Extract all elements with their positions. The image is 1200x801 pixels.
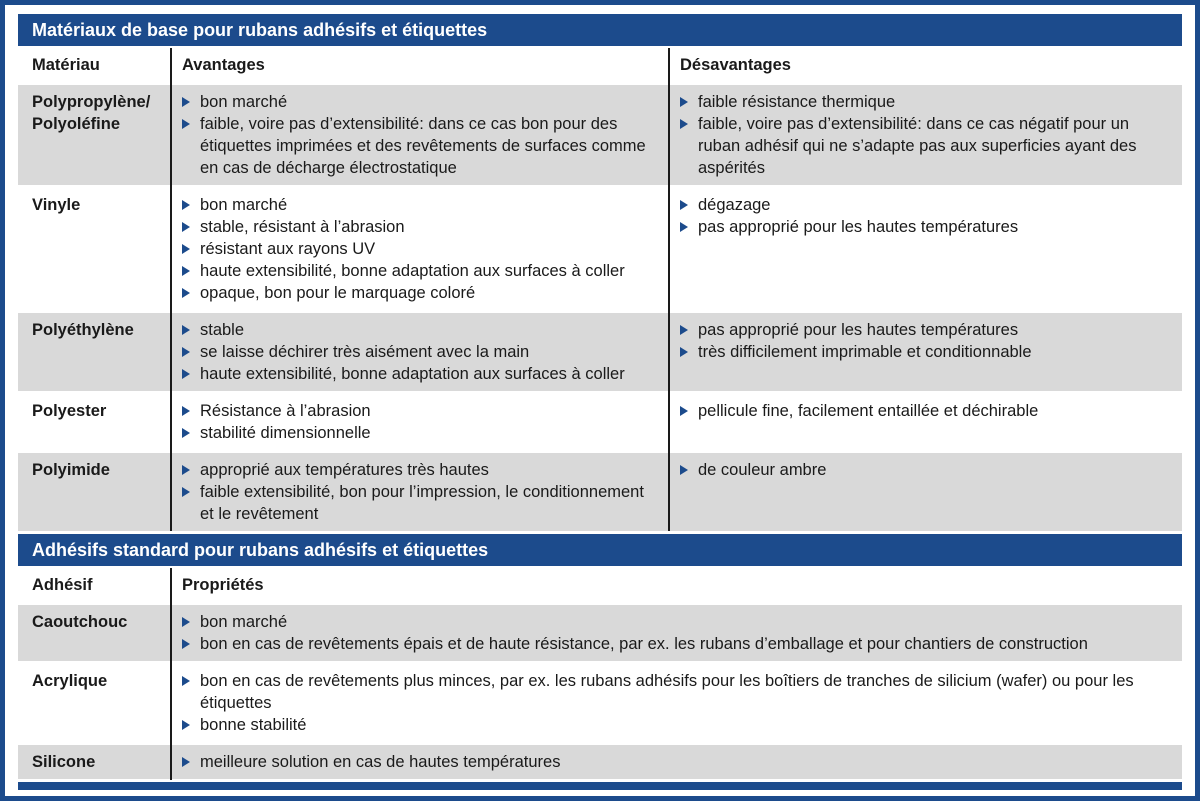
disadvantages-cell <box>668 85 1182 185</box>
bullet-triangle-icon <box>680 325 688 335</box>
disadvantages-cell <box>668 188 1182 310</box>
materials-table-header-row <box>18 48 1182 82</box>
bullet-text: se laisse déchirer très aisément avec la main <box>200 343 530 361</box>
bullet-triangle-icon <box>182 639 190 649</box>
bullet-text: pellicule fine, facilement entaillée et déchirable <box>698 402 1039 420</box>
bullet-text: faible extensibilité, bon pour l’impression, le conditionnement et le revêtement <box>200 483 644 523</box>
advantages-cell <box>170 188 668 310</box>
table-row <box>18 85 1182 185</box>
bullet-triangle-icon <box>182 720 190 730</box>
advantages-cell <box>170 453 668 531</box>
bullet-triangle-icon <box>182 266 190 276</box>
list-item <box>680 216 1172 238</box>
disadvantages-cell <box>668 394 1182 450</box>
bullet-text: meilleure solution en cas de hautes températures <box>200 753 561 771</box>
list-item <box>182 611 1172 633</box>
bullet-text: Résistance à l’abrasion <box>200 402 371 420</box>
list-item <box>182 282 658 304</box>
bullet-triangle-icon <box>182 487 190 497</box>
bullet-text: haute extensibilité, bonne adaptation aux surfaces à coller <box>200 262 625 280</box>
table-row <box>18 394 1182 450</box>
bullet-text: haute extensibilité, bonne adaptation aux surfaces à coller <box>200 365 625 383</box>
column-header-adhesive: Adhésif <box>32 576 93 594</box>
bullet-text: opaque, bon pour le marquage coloré <box>200 284 476 302</box>
column-header-advantages: Avantages <box>182 56 265 74</box>
bullet-text: bon marché <box>200 196 288 214</box>
bullet-text: très difficilement imprimable et conditionnable <box>698 343 1032 361</box>
list-item <box>680 459 1172 481</box>
list-item <box>680 91 1172 113</box>
list-item <box>182 400 658 422</box>
disadvantages-cell <box>668 453 1182 531</box>
bullet-text: faible, voire pas d’extensibilité: dans ce cas bon pour des étiquettes imprimées et des revêtements de surfaces comme en cas de décharge électrostatique <box>200 115 646 177</box>
list-item <box>680 113 1172 179</box>
adhesives-table-header-row <box>18 568 1182 602</box>
bullet-text: de couleur ambre <box>698 461 827 479</box>
bullet-triangle-icon <box>182 325 190 335</box>
table-row <box>18 605 1182 661</box>
list-item <box>182 216 658 238</box>
bullet-triangle-icon <box>182 757 190 767</box>
properties-cell <box>170 664 1182 742</box>
material-name: Polyester <box>32 402 107 420</box>
properties-cell <box>170 745 1182 779</box>
bullet-triangle-icon <box>182 200 190 210</box>
bullet-triangle-icon <box>182 244 190 254</box>
adhesives-table <box>18 534 1182 790</box>
table-bottom-bar <box>18 782 1182 790</box>
bullet-text: approprié aux températures très hautes <box>200 461 489 479</box>
bullet-triangle-icon <box>182 97 190 107</box>
material-name: Vinyle <box>32 196 81 214</box>
material-name: Polyéthylène <box>32 321 134 339</box>
bullet-triangle-icon <box>182 428 190 438</box>
list-item <box>182 670 1172 714</box>
list-item <box>680 400 1172 422</box>
material-name: Polypropylène/ Polyoléfine <box>32 93 151 133</box>
list-item <box>182 341 658 363</box>
bullet-text: bon marché <box>200 613 288 631</box>
bullet-text: résistant aux rayons UV <box>200 240 376 258</box>
bullet-text: faible, voire pas d’extensibilité: dans ce cas négatif pour un ruban adhésif qui ne s’adapte pas aux superficies ayant des aspérités <box>698 115 1137 177</box>
bullet-text: bon en cas de revêtements épais et de haute résistance, par ex. les rubans d’emballage et pour chantiers de construction <box>200 635 1088 653</box>
table-row <box>18 313 1182 391</box>
list-item <box>182 481 658 525</box>
list-item <box>182 751 1172 773</box>
bullet-triangle-icon <box>182 676 190 686</box>
bullet-triangle-icon <box>680 97 688 107</box>
table-row <box>18 188 1182 310</box>
table-row <box>18 453 1182 531</box>
bullet-triangle-icon <box>680 465 688 475</box>
list-item <box>182 459 658 481</box>
bullet-triangle-icon <box>680 119 688 129</box>
bullet-triangle-icon <box>182 617 190 627</box>
bullet-triangle-icon <box>182 347 190 357</box>
material-name: Polyimide <box>32 461 110 479</box>
list-item <box>182 633 1172 655</box>
list-item <box>680 319 1172 341</box>
section-title-materials: Matériaux de base pour rubans adhésifs et étiquettes <box>18 14 1182 46</box>
section-title-adhesives: Adhésifs standard pour rubans adhésifs et étiquettes <box>18 534 1182 566</box>
bullet-triangle-icon <box>182 406 190 416</box>
bullet-triangle-icon <box>182 369 190 379</box>
list-item <box>182 319 658 341</box>
bullet-triangle-icon <box>680 200 688 210</box>
bullet-text: stable, résistant à l’abrasion <box>200 218 405 236</box>
list-item <box>182 363 658 385</box>
list-item <box>680 194 1172 216</box>
disadvantages-cell <box>668 313 1182 391</box>
column-divider <box>668 48 670 531</box>
adhesive-name: Caoutchouc <box>32 613 128 631</box>
bullet-triangle-icon <box>182 465 190 475</box>
list-item <box>182 714 1172 736</box>
column-divider <box>170 568 172 780</box>
bullet-triangle-icon <box>680 406 688 416</box>
adhesive-name: Silicone <box>32 753 96 771</box>
bullet-triangle-icon <box>182 288 190 298</box>
list-item <box>182 91 658 113</box>
column-divider <box>170 48 172 531</box>
bullet-text: pas approprié pour les hautes températures <box>698 321 1019 339</box>
properties-cell <box>170 605 1182 661</box>
table-row <box>18 664 1182 742</box>
advantages-cell <box>170 313 668 391</box>
bullet-text: faible résistance thermique <box>698 93 896 111</box>
advantages-cell <box>170 85 668 185</box>
materials-table <box>18 14 1182 531</box>
bullet-text: bon marché <box>200 93 288 111</box>
bullet-text: pas approprié pour les hautes températures <box>698 218 1019 236</box>
advantages-cell <box>170 394 668 450</box>
bullet-triangle-icon <box>182 222 190 232</box>
list-item <box>182 422 658 444</box>
bullet-triangle-icon <box>680 222 688 232</box>
bullet-text: bonne stabilité <box>200 716 307 734</box>
column-header-disadvantages: Désavantages <box>680 56 791 74</box>
bullet-text: dégazage <box>698 196 771 214</box>
adhesive-name: Acrylique <box>32 672 108 690</box>
column-header-material: Matériau <box>32 56 100 74</box>
bullet-text: bon en cas de revêtements plus minces, par ex. les rubans adhésifs pour les boîtiers de tranches de silicium (wafer) ou pour les étiquettes <box>200 672 1134 712</box>
column-header-properties: Propriétés <box>182 576 264 594</box>
bullet-text: stabilité dimensionnelle <box>200 424 371 442</box>
list-item <box>182 238 658 260</box>
list-item <box>182 194 658 216</box>
bullet-triangle-icon <box>680 347 688 357</box>
bullet-triangle-icon <box>182 119 190 129</box>
bullet-text: stable <box>200 321 245 339</box>
list-item <box>680 341 1172 363</box>
table-row <box>18 745 1182 779</box>
list-item <box>182 260 658 282</box>
list-item <box>182 113 658 179</box>
